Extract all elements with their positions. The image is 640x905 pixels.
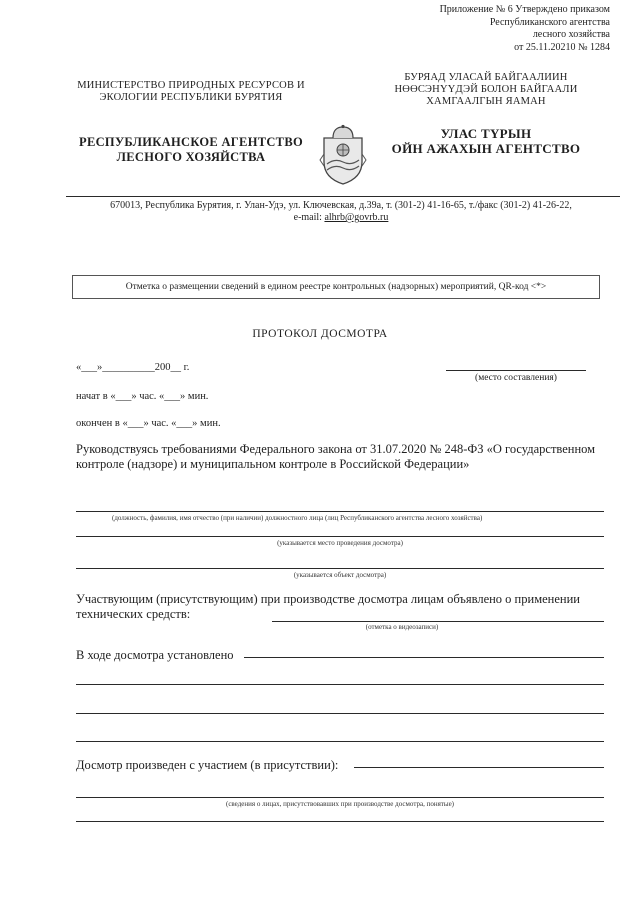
approval-line-3: лесного хозяйства bbox=[532, 29, 610, 40]
agency-name-bur bbox=[376, 126, 596, 156]
approval-note bbox=[410, 4, 610, 54]
agency-address bbox=[66, 200, 616, 224]
email-link[interactable]: alhrb@govrb.ru bbox=[324, 212, 389, 223]
place-caption: (место составления) bbox=[475, 373, 557, 383]
conducted-label: Досмотр произведен с участием (в присутствии): bbox=[76, 758, 339, 772]
inspection-object-line[interactable] bbox=[76, 568, 604, 569]
approval-line-1: Приложение № 6 Утверждено приказом bbox=[439, 4, 610, 15]
findings-label: В ходе досмотра установлено bbox=[76, 648, 234, 662]
inspection-place-line[interactable] bbox=[76, 536, 604, 537]
agency-bur-line-1: УЛАС ТҮРЫН bbox=[440, 126, 532, 141]
ministry-bur-line-1: БУРЯАД УЛАСАЙ БАЙГААЛИИН bbox=[404, 72, 568, 83]
inspection-object-caption: (указывается объект досмотра) bbox=[293, 571, 387, 579]
findings-line-3[interactable] bbox=[76, 713, 604, 714]
official-field-line[interactable] bbox=[76, 511, 604, 512]
approval-line-2: Республиканского агентства bbox=[489, 16, 610, 28]
conducted-line-3[interactable] bbox=[76, 821, 604, 822]
conducted-line-1[interactable] bbox=[354, 767, 604, 768]
approval-line-4: от 25.11.20210 № 1284 bbox=[514, 41, 610, 53]
findings-line-1[interactable] bbox=[244, 657, 604, 658]
official-caption: (должность, фамилия, имя отчество (при наличии) должностного лица (лиц Республиканского агентства лесного хозяйства) bbox=[112, 514, 483, 522]
technical-means-text: Участвующим (присутствующим) при производстве досмотра лицам объявлено о применении технических средств: bbox=[76, 592, 580, 621]
participants-info-caption: (сведения о лицах, присутствовавших при производстве досмотра, понятые) bbox=[225, 800, 455, 808]
ministry-bur-line-2: НӨӨСЭНҮҮДЭЙ БОЛОН БАЙГААЛИ bbox=[394, 84, 578, 95]
findings-line-4[interactable] bbox=[76, 741, 604, 742]
place-field-line[interactable] bbox=[446, 370, 586, 371]
agency-ru-line-2: ЛЕСНОГО ХОЗЯЙСТВА bbox=[116, 150, 266, 164]
start-time-field[interactable]: начат в «___» час. «___» мин. bbox=[76, 391, 209, 402]
coat-of-arms-icon bbox=[318, 124, 368, 186]
document-title: ПРОТОКОЛ ДОСМОТРА bbox=[252, 328, 388, 340]
legal-basis-text: Руководствуясь требованиями Федерального закона от 31.07.2020 № 248-ФЗ «О государственном контроле (надзоре) и муниципальном контроле в Российской Федерации» bbox=[76, 442, 596, 471]
agency-ru-line-1: РЕСПУБЛИКАНСКОЕ АГЕНТСТВО bbox=[79, 135, 303, 149]
video-mark-caption: (отметка о видеозаписи) bbox=[365, 623, 439, 631]
inspection-place-caption: (указывается место проведения досмотра) bbox=[277, 539, 403, 547]
email-label: e-mail: bbox=[293, 212, 325, 223]
email-line bbox=[66, 212, 616, 224]
ministry-ru-line-2: ЭКОЛОГИИ РЕСПУБЛИКИ БУРЯТИЯ bbox=[99, 92, 283, 103]
ministry-ru-line-1: МИНИСТЕРСТВО ПРИРОДНЫХ РЕСУРСОВ И bbox=[77, 80, 305, 91]
end-time-field[interactable]: окончен в «___» час. «___» мин. bbox=[76, 418, 221, 429]
address-divider bbox=[66, 196, 620, 197]
agency-bur-line-2: ОЙН АЖАХЫН АГЕНТСТВО bbox=[391, 141, 581, 156]
date-field[interactable]: «___»__________200__ г. bbox=[76, 362, 190, 373]
ministry-bur-line-3: ХАМГААЛГЫН ЯАМАН bbox=[426, 96, 546, 107]
agency-name-ru bbox=[58, 135, 324, 165]
video-mark-line[interactable] bbox=[272, 621, 604, 622]
address-line: 670013, Республика Бурятия, г. Улан-Удэ, ул. Ключевская, д.39а, т. (301-2) 41-16-65, т./факс (301-2) 41-26-22, bbox=[110, 200, 572, 211]
ministry-name-ru bbox=[58, 80, 324, 104]
ministry-name-bur bbox=[376, 72, 596, 108]
registry-note-box: Отметка о размещении сведений в едином реестре контрольных (надзорных) мероприятий, QR-код <*> bbox=[72, 275, 600, 299]
conducted-line-2[interactable] bbox=[76, 797, 604, 798]
findings-line-2[interactable] bbox=[76, 684, 604, 685]
